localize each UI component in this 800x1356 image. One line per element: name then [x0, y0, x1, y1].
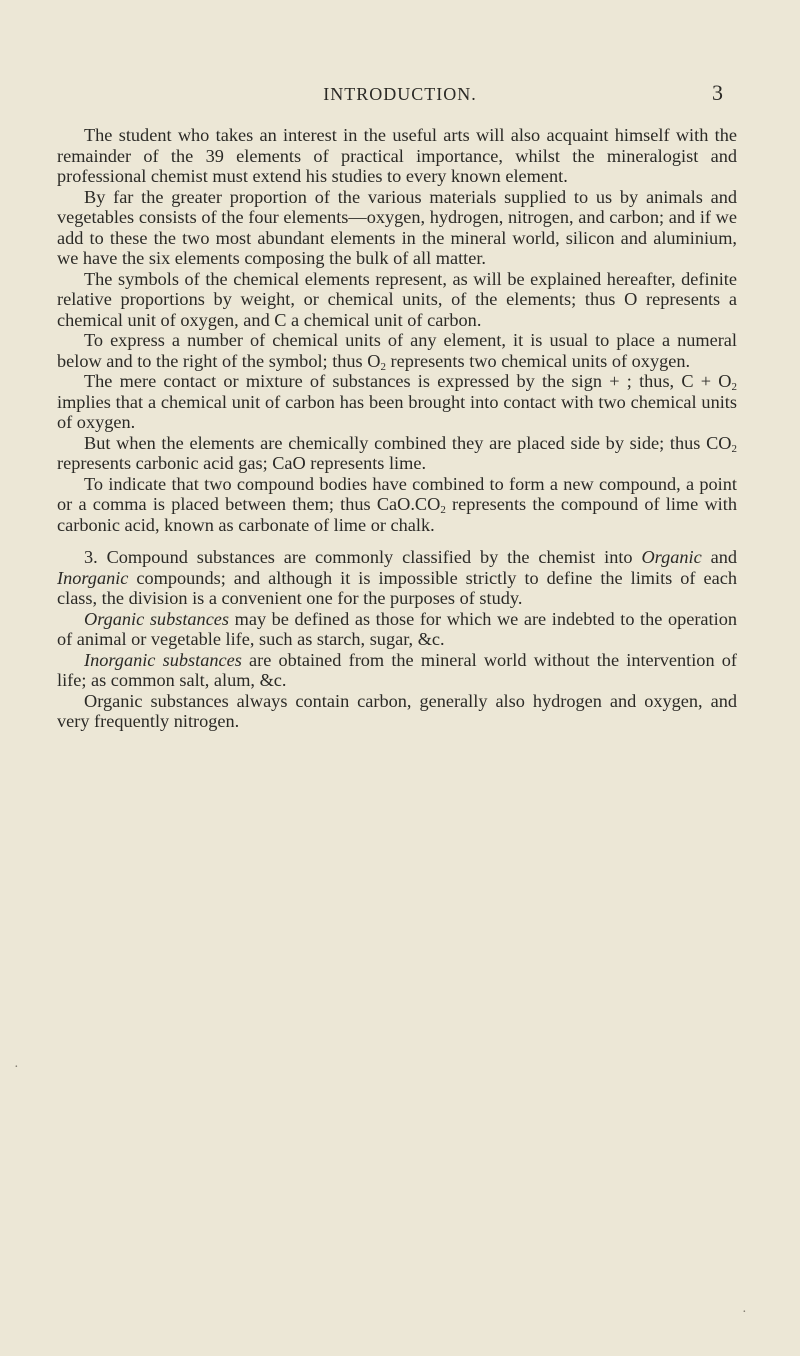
- paragraph-9: [57, 609, 737, 650]
- term-inorganic: Inorganic: [57, 567, 129, 588]
- paragraph-8-text-a: 3. Compound substances are commonly classified by the chemist into: [84, 547, 642, 567]
- paragraph-5: [57, 371, 737, 433]
- page-header: [0, 80, 800, 110]
- paragraph-10: [57, 650, 737, 691]
- running-head: INTRODUCTION.: [323, 84, 477, 104]
- paragraph-6: [57, 433, 737, 474]
- subscript-2: 2: [731, 442, 737, 455]
- body-text: [57, 125, 737, 732]
- term-inorganic-substances: Inorganic substances: [84, 649, 242, 670]
- paper-speck: ·: [742, 1305, 747, 1320]
- subscript-2: 2: [731, 381, 737, 393]
- paragraph-6-text-a: But when the elements are chemically combined they are placed side by side; thus CO: [84, 432, 732, 453]
- paragraph-3: The symbols of the chemical elements represent, as will be explained hereafter, definite relative proportions by weight, or chemical units, of the elements; thus O represents a chemical unit of oxygen, and C a chemical unit of carbon.: [57, 268, 737, 330]
- paragraph-7: [57, 474, 737, 536]
- paragraph-4-text-b: represents two chemical units of oxygen.: [385, 350, 691, 371]
- paragraph-10-text: are obtained from the mineral world without the intervention of life; as common salt, alum, &c.: [57, 649, 737, 690]
- term-organic-substances: Organic substances: [84, 608, 230, 629]
- paragraph-4-text-a: To express a number of chemical units of any element, it is usual to place a numeral below and to the right of the symbol; thus O: [57, 330, 737, 371]
- paragraph-9-text: may be defined as those for which we are indebted to the operation of animal or vegetable life, such as starch, sugar, &c.: [57, 608, 737, 649]
- paragraph-8: [57, 547, 737, 609]
- paragraph-11: Organic substances always contain carbon, generally also hydrogen and oxygen, and very frequently nitrogen.: [57, 690, 737, 731]
- paragraph-1: The student who takes an interest in the useful arts will also acquaint himself with the remainder of the 39 elements of practical importance, whilst the mineralogist and professional chemist must extend his studies to every known element.: [57, 125, 737, 186]
- subscript-2: 2: [440, 504, 446, 516]
- paragraph-7-text-b: represents the compound of lime with carbonic acid, known as carbonate of lime or chalk.: [57, 494, 737, 535]
- term-organic: Organic: [641, 547, 702, 567]
- paragraph-7-text-a: To indicate that two compound bodies have combined to form a new compound, a point or a comma is placed between them; thus CaO.CO: [57, 473, 737, 514]
- paragraph-5-text-a: The mere contact or mixture of substances is expressed by the sign + ; thus, C + O: [84, 371, 732, 391]
- paper-speck: ·: [14, 1060, 19, 1075]
- paragraph-8-text-b: compounds; and although it is impossible strictly to define the limits of each class, the division is a convenient one for the purposes of study.: [57, 567, 737, 608]
- paragraph-8-and: and: [701, 547, 737, 567]
- paragraph-5-text-b: implies that a chemical unit of carbon has been brought into contact with two chemical units of oxygen.: [57, 391, 737, 432]
- paragraph-4: [57, 330, 737, 371]
- subscript-2: 2: [380, 360, 386, 373]
- page-number: 3: [712, 80, 723, 105]
- paragraph-2: By far the greater proportion of the various materials supplied to us by animals and vegetables consists of the four elements—oxygen, hydrogen, nitrogen, and carbon; and if we add to these the two most abundant elements in the mineral world, silicon and aluminium, we have the six elements composing the bulk of all matter.: [57, 186, 737, 268]
- paragraph-6-text-b: represents carbonic acid gas; CaO represents lime.: [57, 453, 427, 473]
